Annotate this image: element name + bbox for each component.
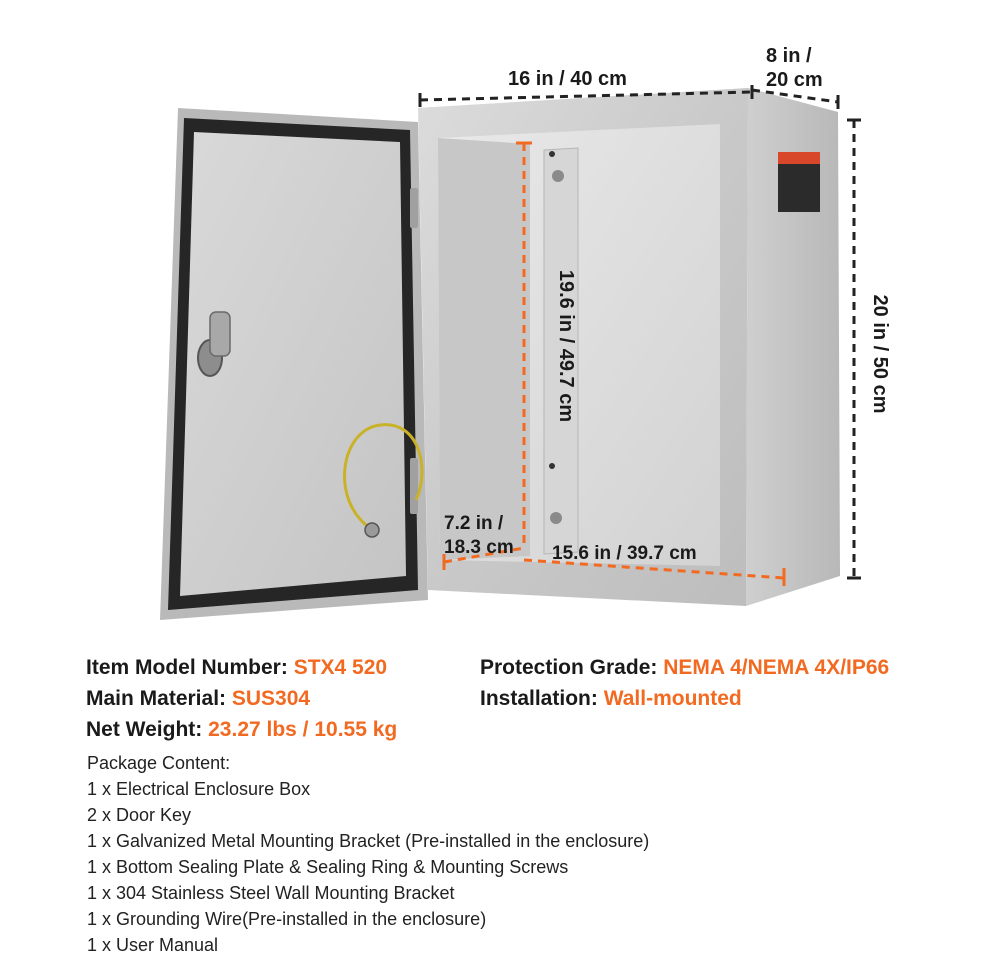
- width-dimension-label: 16 in / 40 cm: [508, 68, 627, 90]
- mount-screw: [552, 170, 564, 182]
- spec-model-value: STX4 520: [293, 656, 388, 679]
- package-content: [87, 750, 649, 958]
- spec-model-label: Item Model Number:: [86, 656, 288, 679]
- inner-depth-dimension-label-line1: 7.2 in /: [444, 513, 504, 534]
- package-item: 1 x 304 Stainless Steel Wall Mounting Bracket: [87, 883, 455, 903]
- spec-model: [86, 652, 397, 683]
- height-dimension-label: 20 in / 50 cm: [869, 294, 891, 414]
- interior-left-wall: [438, 138, 530, 560]
- inner-depth-dimension-label-line2: 18.3 cm: [444, 537, 514, 558]
- spec-protection: [480, 652, 889, 683]
- mount-screw: [550, 512, 562, 524]
- spec-installation: [480, 683, 889, 714]
- spec-protection-label: Protection Grade:: [480, 656, 658, 679]
- spec-material: [86, 683, 397, 714]
- package-item: 1 x Grounding Wire(Pre-installed in the enclosure): [87, 909, 487, 929]
- inner-height-dimension-label: 19.6 in / 49.7 cm: [555, 269, 577, 423]
- hinge-icon: [410, 188, 418, 228]
- warning-label-stripe: [778, 152, 820, 164]
- inner-width-dimension-label: 15.6 in / 39.7 cm: [552, 543, 697, 564]
- package-item: 2 x Door Key: [87, 805, 192, 825]
- spec-installation-label: Installation:: [480, 687, 598, 710]
- spec-material-value: SUS304: [231, 687, 311, 710]
- spec-column-right: [480, 652, 889, 714]
- spec-weight: [86, 714, 397, 745]
- depth-dimension-label-line2: 20 cm: [766, 69, 823, 91]
- package-item: 1 x Electrical Enclosure Box: [87, 779, 311, 799]
- package-item: 1 x User Manual: [87, 935, 219, 955]
- spec-protection-value: NEMA 4/NEMA 4X/IP66: [663, 656, 890, 679]
- mount-screw: [549, 463, 555, 469]
- package-item: 1 x Galvanized Metal Mounting Bracket (Pre-installed in the enclosure): [87, 831, 650, 851]
- mount-screw: [549, 151, 555, 157]
- hinge-icon: [410, 458, 418, 514]
- spec-column-left: [86, 652, 397, 745]
- package-title: Package Content:: [87, 753, 231, 773]
- spec-weight-label: Net Weight:: [86, 718, 203, 741]
- spec-material-label: Main Material:: [86, 687, 227, 710]
- spec-weight-value: 23.27 lbs / 10.55 kg: [208, 718, 398, 741]
- ground-terminal: [365, 523, 379, 537]
- package-item: 1 x Bottom Sealing Plate & Sealing Ring & Mounting Screws: [87, 857, 569, 877]
- spec-installation-value: Wall-mounted: [603, 687, 742, 710]
- door-latch: [210, 312, 230, 356]
- depth-dimension-label-line1: 8 in /: [766, 45, 812, 67]
